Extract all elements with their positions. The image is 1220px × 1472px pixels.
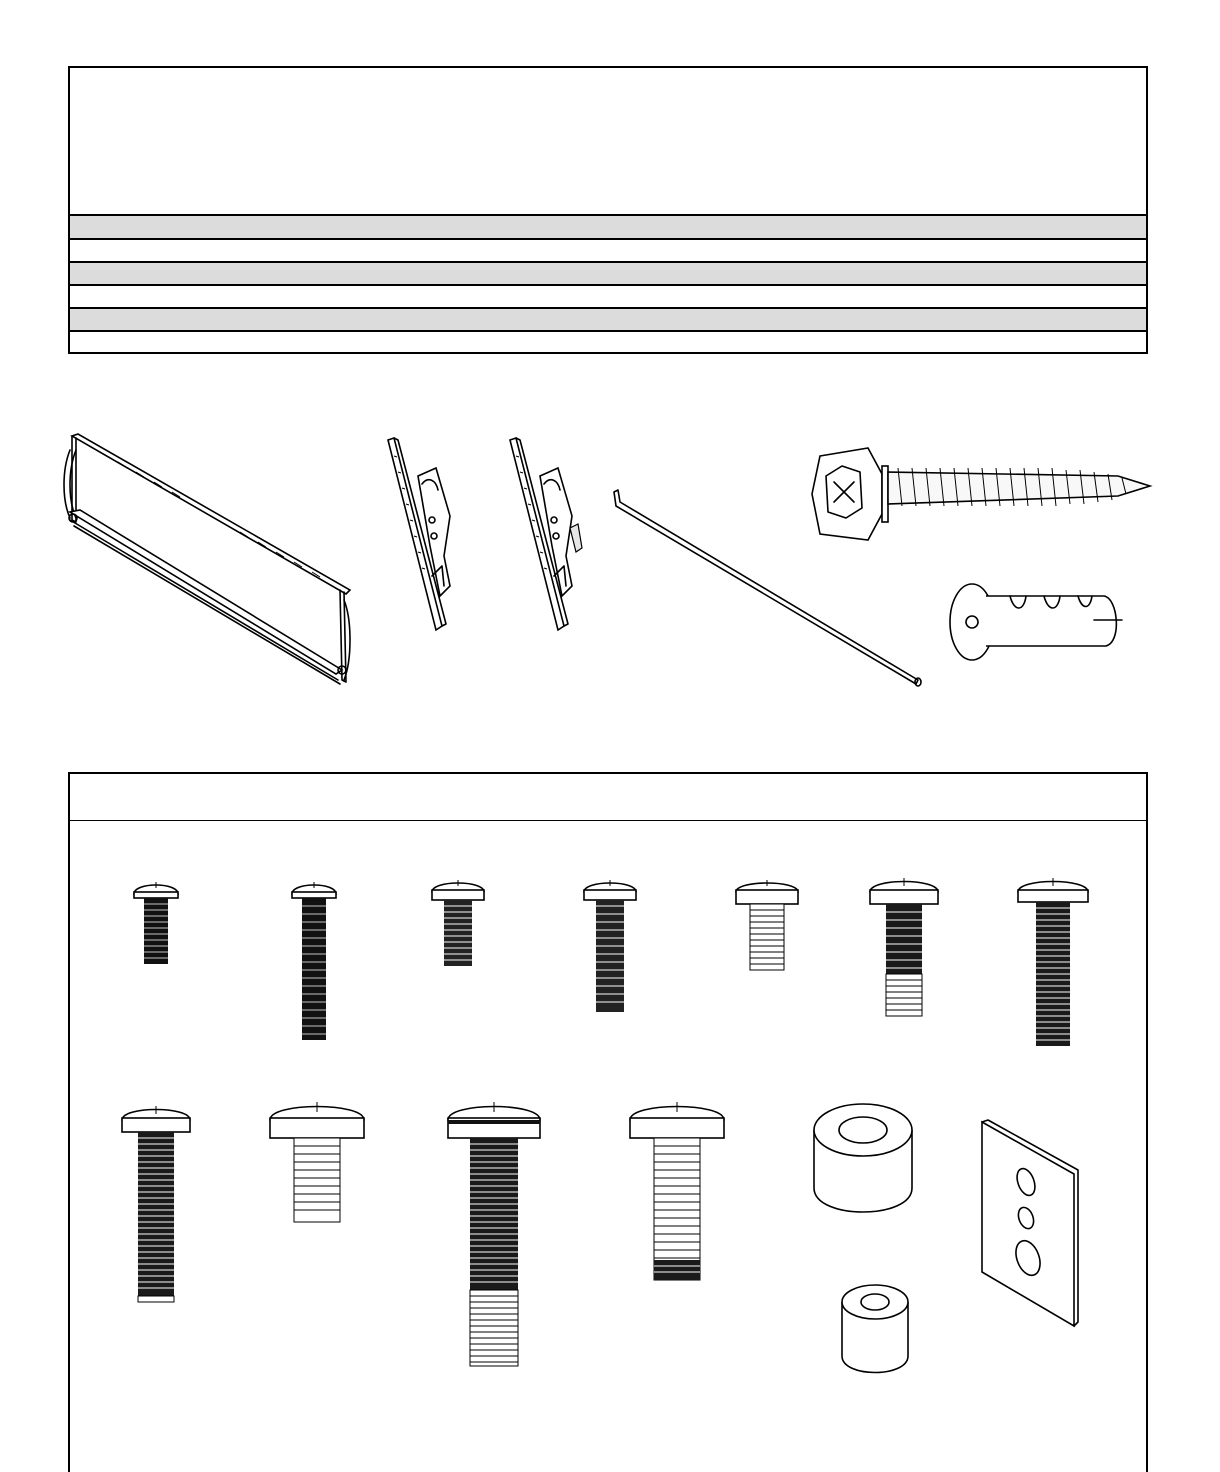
screw-h-icon [120, 1102, 192, 1306]
spec-table [68, 66, 1148, 354]
screw-i-icon [268, 1100, 366, 1226]
wall-anchor-icon [946, 580, 1126, 664]
spec-table-row [70, 332, 1146, 352]
screw-b-icon [288, 876, 340, 1044]
screw-e-icon [734, 876, 800, 974]
screw-c-icon [430, 876, 486, 970]
spec-table-row [70, 240, 1146, 261]
left-adapter-bracket-icon [384, 436, 464, 636]
washer-plate-icon [978, 1118, 1082, 1332]
lag-bolt-icon [808, 446, 1154, 546]
right-adapter-bracket-icon [506, 436, 586, 636]
spec-table-row [70, 286, 1146, 307]
screw-d-icon [582, 876, 638, 1016]
screw-j-icon [446, 1100, 542, 1370]
screw-k-icon [628, 1100, 726, 1284]
screw-g-icon [1016, 874, 1090, 1050]
spacer-small-icon [838, 1282, 912, 1376]
hardware-header [70, 774, 1146, 820]
spec-table-header-area [70, 68, 1146, 216]
spacer-large-icon [810, 1100, 916, 1216]
screw-f-icon [868, 874, 940, 1020]
spec-table-row [70, 309, 1146, 330]
screw-a-icon [130, 876, 182, 968]
spec-table-row [70, 216, 1146, 238]
spec-table-row [70, 263, 1146, 284]
wall-plate-icon [60, 430, 360, 690]
